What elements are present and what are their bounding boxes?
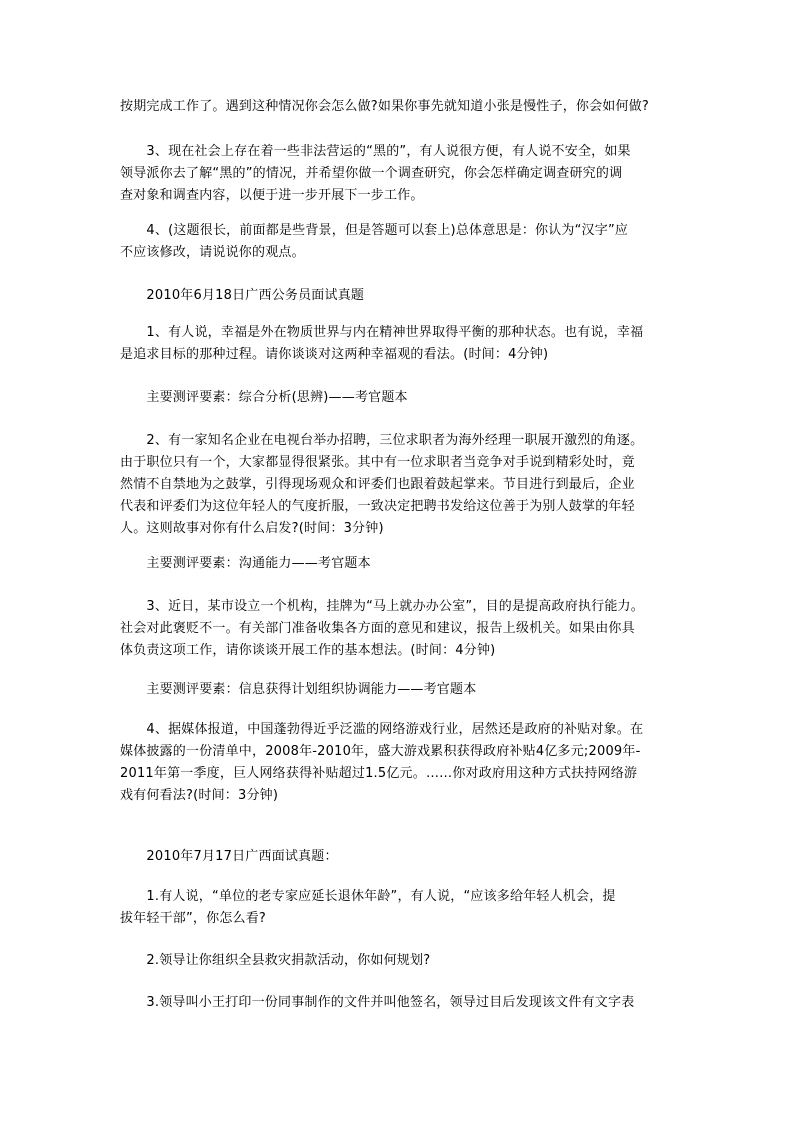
text-line: 1、有人说，幸福是外在物质世界与内在精神世界取得平衡的那种状态。也有说，幸福 [120, 325, 644, 340]
text-line: 不应该修改，请说说你的观点。 [120, 245, 305, 260]
text-line: 3、近日，某市设立一个机构，挂牌为“马上就办办公室”，目的是提高政府执行能力。 [120, 599, 644, 614]
text-line: 社会对此褒贬不一。有关部门准备收集各方面的意见和建议，报告上级机关。如果由你具 [120, 621, 635, 636]
text-line: 3.领导叫小王打印一份同事制作的文件并叫他签名，领导过目后发现该文件有文字表 [120, 995, 635, 1010]
evaluation-note-3 [120, 679, 680, 701]
text-line: 查对象和调查内容，以便于进一步开展下一步工作。 [120, 188, 424, 203]
text-line: 2010年7月17日广西面试真题： [120, 849, 338, 864]
paragraph-question-3-office [120, 596, 680, 662]
text-line: 2011年第一季度，巨人网络获得补贴超过1.5亿元。……你对政府用这种方式扶持网络游 [120, 766, 638, 781]
paragraph-question-4-online-games [120, 719, 680, 807]
text-line: 领导派你去了解“黑的”的情况，并希望你做一个调查研究，你会怎样确定调查研究的调 [120, 166, 623, 181]
paragraph-question-1-retirement [120, 886, 680, 930]
text-line: 3、现在社会上存在着一些非法营运的“黑的”，有人说很方便，有人说不安全，如果 [120, 144, 631, 159]
text-line: 4、(这题很长，前面都是些背景，但是答题可以套上)总体意思是：你认为“汉字”应 [120, 223, 629, 238]
paragraph-question-3-document [120, 992, 680, 1014]
paragraph-question-1-happiness [120, 322, 680, 366]
paragraph-continuation [120, 96, 680, 118]
text-line: 由于职位只有一个，大家都显得很紧张。其中有一位求职者当竞争对手说到精彩处时，竟 [120, 455, 635, 470]
text-line: 主要测评要素：信息获得计划组织协调能力——考官题本 [120, 682, 477, 697]
section-heading-june-18 [120, 285, 680, 307]
text-line: 拔年轻干部”，你怎么看? [120, 911, 267, 926]
text-line: 体负责这项工作，请你谈谈开展工作的基本想法。(时间：4分钟) [120, 643, 496, 658]
paragraph-question-4-chinese-characters [120, 220, 680, 264]
text-line: 2、有一家知名企业在电视台举办招聘，三位求职者为海外经理一职展开激烈的角逐。 [120, 433, 644, 448]
paragraph-question-2-donation [120, 950, 680, 972]
text-line: 4、据媒体报道，中国蓬勃得近乎泛滥的网络游戏行业，居然还是政府的补贴对象。在 [120, 722, 644, 737]
text-line: 然情不自禁地为之鼓掌，引得现场观众和评委们也跟着鼓起掌来。节目进行到最后，企业 [120, 477, 635, 492]
text-line: 主要测评要素：综合分析(思辨)——考官题本 [120, 390, 408, 405]
evaluation-note-2 [120, 553, 680, 575]
text-line: 人。这则故事对你有什么启发?(时间：3分钟) [120, 521, 384, 536]
text-line: 2.领导让你组织全县救灾捐款活动，你如何规划? [120, 953, 431, 968]
paragraph-question-3-illegal-taxi [120, 141, 680, 207]
text-line: 主要测评要素：沟通能力——考官题本 [120, 556, 371, 571]
text-line: 按期完成工作了。遇到这种情况你会怎么做?如果你事先就知道小张是慢性子，你会如何做? [120, 99, 650, 114]
text-line: 2010年6月18日广西公务员面试真题 [120, 288, 365, 303]
evaluation-note-1 [120, 387, 680, 409]
text-line: 戏有何看法?(时间：3分钟) [120, 788, 279, 803]
section-heading-july-17 [120, 846, 680, 868]
paragraph-question-2-applause [120, 430, 680, 540]
text-line: 媒体披露的一份清单中，2008年-2010年，盛大游戏累积获得政府补贴4亿多元;2009年- [120, 744, 641, 759]
text-line: 代表和评委们为这位年轻人的气度折服，一致决定把聘书发给这位善于为别人鼓掌的年轻 [120, 499, 635, 514]
text-line: 1.有人说，“单位的老专家应延长退休年龄”，有人说，“应该多给年轻人机会，提 [120, 889, 616, 904]
text-line: 是追求目标的那种过程。请你谈谈对这两种幸福观的看法。(时间：4分钟) [120, 347, 549, 362]
